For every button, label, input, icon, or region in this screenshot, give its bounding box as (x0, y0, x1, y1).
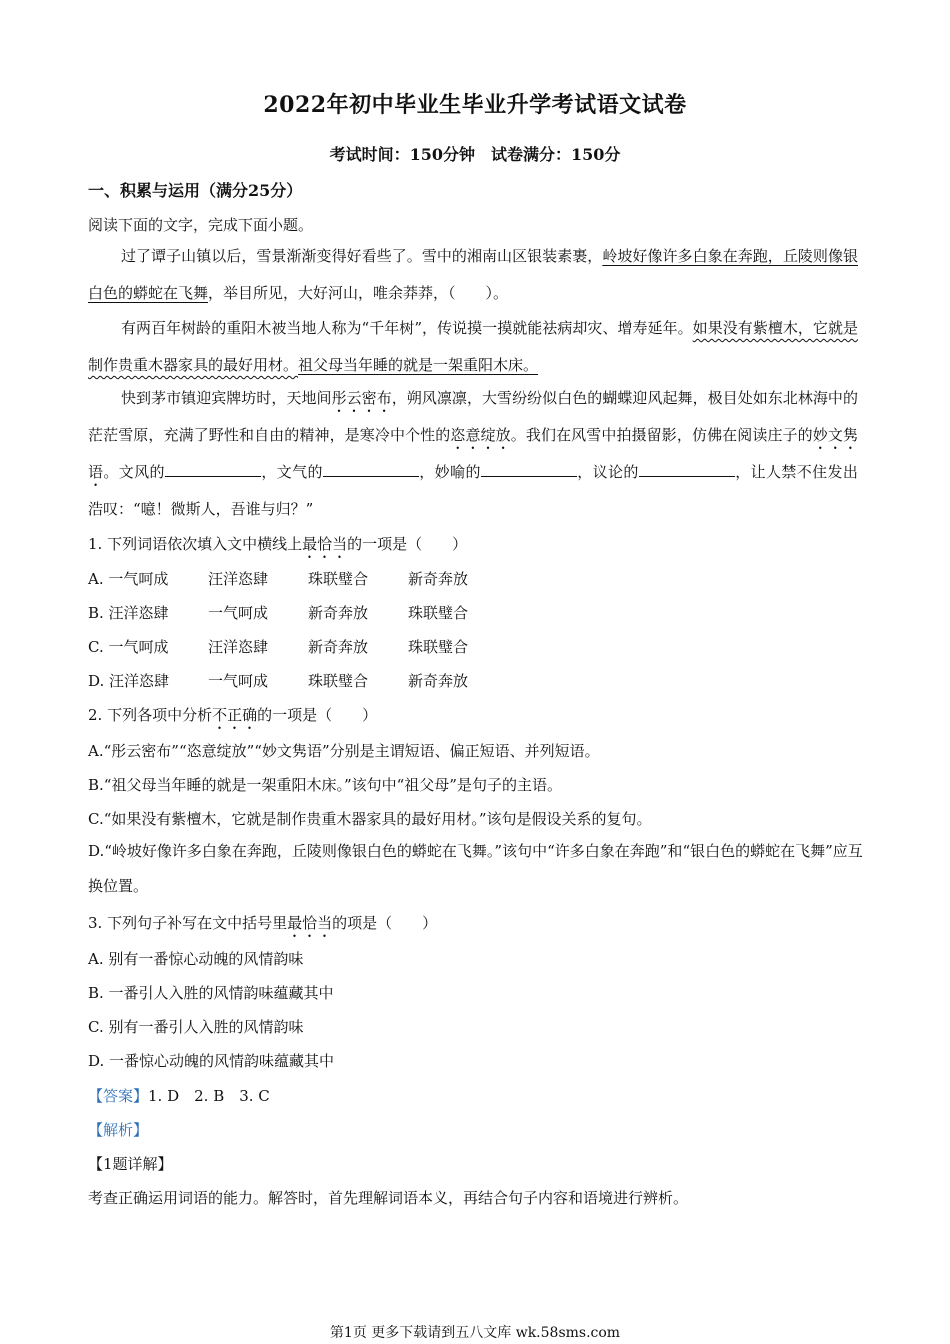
question-1: 1. 下列词语依次填入文中横线上最恰当的一项是（ ） (88, 535, 468, 553)
page-footer: 第1页 更多下载请到五八文库 wk.58sms.com (329, 1325, 621, 1341)
analysis-label: 【解析】 (88, 1121, 149, 1139)
q1-option-b: B. 汪洋恣肆 一气呵成 新奇奔放 珠联璧合 (88, 604, 469, 622)
q3-option-a: A. 别有一番惊心动魄的风情韵味 (88, 950, 304, 968)
passage-paragraph-2: 有两百年树龄的重阳木被当地人称为“千年树”，传说摸一摸就能祛病却灾、增寿延年。如果没有紫檀木，它就是制作贵重木器家具的最好用材。祖父母当年睡的就是一架重阳木床。 (88, 319, 858, 374)
passage-paragraph-3: 快到茅市镇迎宾牌坊时，天地间彤云密布，朔风凛凛，大雪纷纷似白色的蝴蝶迎风起舞，极目处如东北林海中的茫茫雪原，充满了野性和自由的精神，是寒冷中个性的恣意绽放。我们在风雪中拍摄留影，仿佛在阅读庄子的妙文隽语。文风的 ，文气的 ，妙喻的 ，议论的 ，让人禁不住发出浩叹：“噫！微斯人，吾谁与归？” (88, 389, 858, 518)
underlined-sentence: 岭坡好像许多白象在奔跑，丘陵则像银白色的蟒蛇在飞舞 (88, 247, 858, 302)
emphasized-phrase: 彤云密布 (331, 389, 392, 407)
question-3: 3. 下列句子补写在文中括号里最恰当的项是（ ） (88, 914, 438, 932)
q1-option-c: C. 一气呵成 汪洋恣肆 新奇奔放 珠联璧合 (88, 638, 469, 656)
page-title: 2022年初中毕业生毕业升学考试语文试卷 (263, 92, 687, 118)
q2-option-b: B.“祖父母当年睡的就是一架重阳木床。”该句中“祖父母”是句子的主语。 (88, 776, 562, 794)
q2-option-a: A.“彤云密布”“恣意绽放”“妙文隽语”分别是主谓短语、偏正短语、并列短语。 (88, 742, 600, 760)
q2-option-d: D.“岭坡好像许多白象在奔跑，丘陵则像银白色的蟒蛇在飞舞。”该句中“许多白象在奔跑”和“银白色的蟒蛇在飞舞”应互换位置。 (88, 842, 863, 895)
detail-text: 考查正确运用词语的能力。解答时，首先理解词语本义，再结合句子内容和语境进行辨析。 (88, 1189, 689, 1207)
fill-blank (481, 462, 577, 477)
fill-blank (639, 462, 735, 477)
q1-option-a: A. 一气呵成 汪洋恣肆 珠联璧合 新奇奔放 (88, 570, 469, 588)
section-heading: 一、积累与运用（满分25分） (88, 181, 303, 200)
emphasized-phrase: 妙文隽语 (88, 426, 858, 481)
q3-option-c: C. 别有一番引人入胜的风情韵味 (88, 1018, 304, 1036)
emphasized-phrase: 恣意绽放 (450, 426, 511, 444)
fill-blank (165, 462, 261, 477)
detail-label: 【1题详解】 (88, 1155, 173, 1173)
q2-option-c: C.“如果没有紫檀木，它就是制作贵重木器家具的最好用材。”该句是假设关系的复句。 (88, 810, 652, 828)
exam-info: 考试时间：150分钟 试卷满分：150分 (329, 145, 621, 164)
answer-line: 【答案】1. D 2. B 3. C (88, 1087, 270, 1105)
wavy-underlined-sentence: 如果没有紫檀木，它就是制作贵重木器家具的最好用材。 (88, 319, 858, 374)
underlined-sentence: 祖父母当年睡的就是一架重阳木床。 (298, 356, 539, 374)
q3-option-d: D. 一番惊心动魄的风情韵味蕴藏其中 (88, 1052, 335, 1070)
reading-intro: 阅读下面的文字，完成下面小题。 (88, 216, 314, 234)
q1-option-d: D. 汪洋恣肆 一气呵成 珠联璧合 新奇奔放 (88, 672, 469, 690)
fill-blank (323, 462, 419, 477)
question-2: 2. 下列各项中分析不正确的一项是（ ） (88, 706, 378, 724)
q3-option-b: B. 一番引人入胜的风情韵味蕴藏其中 (88, 984, 334, 1002)
passage-paragraph-1: 过了谭子山镇以后，雪景渐渐变得好看些了。雪中的湘南山区银装素裹，岭坡好像许多白象在奔跑，丘陵则像银白色的蟒蛇在飞舞，举目所见，大好河山，唯余莽莽，（ ）。 (88, 247, 858, 302)
answer-label: 【答案】 (88, 1087, 149, 1105)
